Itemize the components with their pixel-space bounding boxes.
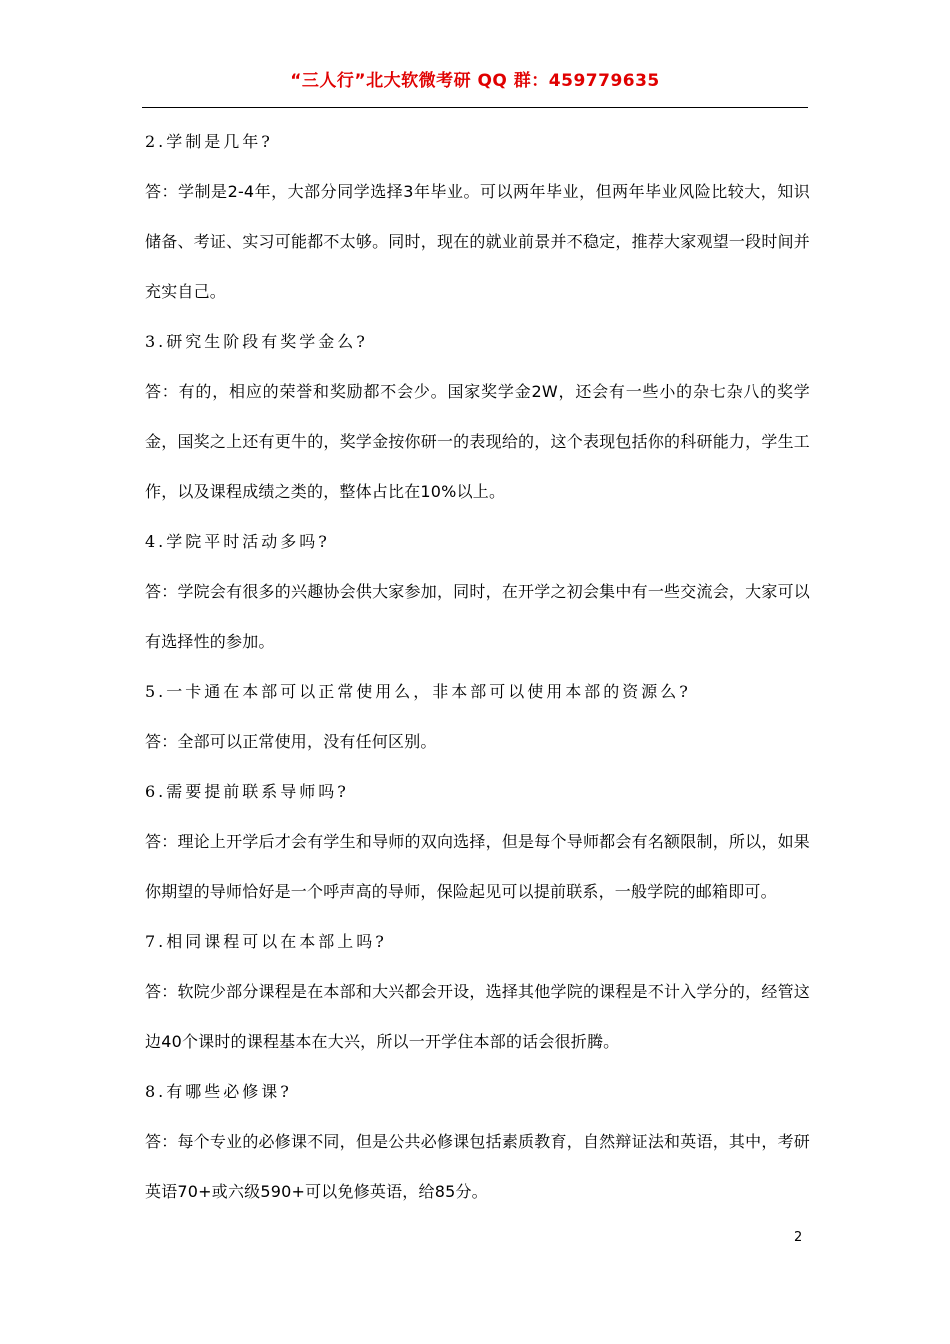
qa-item: [145, 767, 810, 917]
question-heading: 3.研究生阶段有奖学金么?: [145, 332, 368, 351]
answer-paragraph: 答：学制是2-4年，大部分同学选择3年毕业。可以两年毕业，但两年毕业风险比较大，知识储备、考证、实习可能都不太够。同时，现在的就业前景并不稳定，推荐大家观望一段时间并充实自己。: [145, 182, 810, 301]
answer-paragraph: 答：全部可以正常使用，没有任何区别。: [145, 732, 437, 751]
qa-item: [145, 117, 810, 317]
answer-paragraph: 答：每个专业的必修课不同，但是公共必修课包括素质教育，自然辩证法和英语，其中，考研英语70+或六级590+可以免修英语，给85分。: [145, 1132, 810, 1201]
qa-item: [145, 517, 810, 667]
qa-item: [145, 1067, 810, 1217]
answer-paragraph: 答：理论上开学后才会有学生和导师的双向选择，但是每个导师都会有名额限制，所以，如果你期望的导师恰好是一个呼声高的导师，保险起见可以提前联系，一般学院的邮箱即可。: [145, 832, 810, 901]
question-heading: 5.一卡通在本部可以正常使用么，非本部可以使用本部的资源么?: [145, 682, 691, 701]
question-heading: 6.需要提前联系导师吗?: [145, 782, 349, 801]
page-header-title: “三人行”北大软微考研 QQ 群：459779635: [290, 71, 660, 91]
answer-paragraph: 答：学院会有很多的兴趣协会供大家参加，同时，在开学之初会集中有一些交流会，大家可以有选择性的参加。: [145, 582, 810, 651]
question-heading: 4.学院平时活动多吗?: [145, 532, 330, 551]
answer-paragraph: 答：有的，相应的荣誉和奖励都不会少。国家奖学金2W，还会有一些小的杂七杂八的奖学金，国奖之上还有更牛的，奖学金按你研一的表现给的，这个表现包括你的科研能力，学生工作，以及课程成绩之类的，整体占比在10%以上。: [145, 382, 810, 501]
qa-item: [145, 667, 810, 767]
header-divider: [142, 107, 808, 108]
answer-paragraph: 答：软院少部分课程是在本部和大兴都会开设，选择其他学院的课程是不计入学分的，经管这边40个课时的课程基本在大兴，所以一开学住本部的话会很折腾。: [145, 982, 810, 1051]
question-heading: 8.有哪些必修课?: [145, 1082, 292, 1101]
question-heading: 7.相同课程可以在本部上吗?: [145, 932, 387, 951]
page-number: 2: [794, 1230, 803, 1245]
question-heading: 2.学制是几年?: [145, 132, 273, 151]
qa-content: [145, 117, 810, 1217]
qa-item: [145, 917, 810, 1067]
qa-item: [145, 317, 810, 517]
